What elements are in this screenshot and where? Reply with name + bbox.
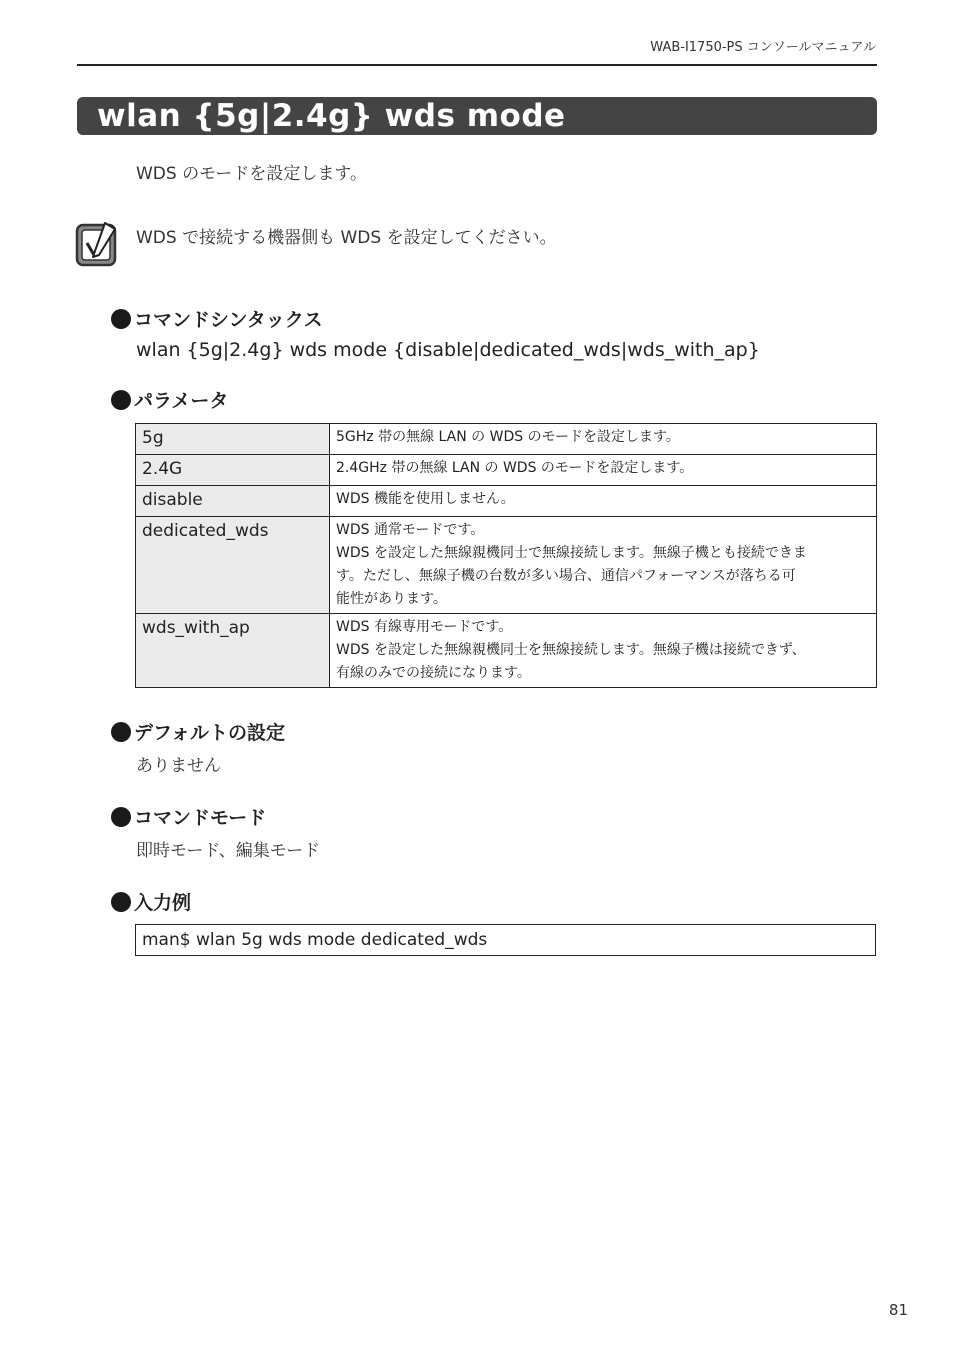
command-mode-heading <box>111 803 266 830</box>
bullet-icon <box>111 807 131 827</box>
command-syntax: wlan {5g|2.4g} wds mode {disable|dedicated_wds|wds_with_ap} <box>136 339 760 361</box>
param-name: dedicated_wds <box>136 517 330 614</box>
param-name: 5g <box>136 424 330 455</box>
example-code: man$ wlan 5g wds mode dedicated_wds <box>135 924 876 956</box>
bullet-icon <box>111 722 131 742</box>
param-desc <box>330 455 877 486</box>
param-desc <box>330 424 877 455</box>
page-title: wlan {5g|2.4g} wds mode <box>97 98 566 134</box>
desc-line: WDS 機能を使用しません。 <box>336 491 515 507</box>
table-row <box>136 486 877 517</box>
example-heading-label: 入力例 <box>134 892 192 914</box>
table-row <box>136 517 877 614</box>
param-name: wds_with_ap <box>136 614 330 688</box>
desc-line: 2.4GHz 帯の無線 LAN の WDS のモードを設定します。 <box>336 460 694 476</box>
default-value: ありません <box>136 756 221 776</box>
table-row <box>136 614 877 688</box>
default-heading-label: デフォルトの設定 <box>134 722 286 744</box>
table-row <box>136 455 877 486</box>
parameter-table <box>135 423 877 688</box>
param-desc <box>330 486 877 517</box>
example-heading <box>111 888 191 915</box>
param-name: 2.4G <box>136 455 330 486</box>
header-rule <box>77 64 877 66</box>
intro-text: WDS のモードを設定します。 <box>136 164 368 184</box>
syntax-heading <box>111 305 323 332</box>
desc-line: WDS を設定した無線親機同士で無線接続します。無線子機とも接続できま <box>336 545 807 561</box>
note-check-icon <box>75 219 119 267</box>
param-desc <box>330 614 877 688</box>
command-mode-heading-label: コマンドモード <box>134 807 267 829</box>
desc-line: 5GHz 帯の無線 LAN の WDS のモードを設定します。 <box>336 429 680 445</box>
parameters-heading-label: パラメータ <box>134 390 229 412</box>
note-text: WDS で接続する機器側も WDS を設定してください。 <box>136 228 557 248</box>
param-desc <box>330 517 877 614</box>
command-mode-value: 即時モード、編集モード <box>136 841 321 861</box>
desc-line: 有線のみでの接続になります。 <box>336 665 531 681</box>
desc-line: WDS を設定した無線親機同士を無線接続します。無線子機は接続できず、 <box>336 642 806 658</box>
bullet-icon <box>111 390 131 410</box>
param-name: disable <box>136 486 330 517</box>
bullet-icon <box>111 309 131 329</box>
desc-line: 能性があります。 <box>336 591 447 607</box>
desc-line: す。ただし、無線子機の台数が多い場合、通信パフォーマンスが落ちる可 <box>336 568 796 584</box>
table-row <box>136 424 877 455</box>
desc-line: WDS 通常モードです。 <box>336 522 485 538</box>
default-heading <box>111 718 285 745</box>
desc-line: WDS 有線専用モードです。 <box>336 619 513 635</box>
parameters-heading <box>111 386 228 413</box>
page-number: 81 <box>888 1301 908 1319</box>
bullet-icon <box>111 892 131 912</box>
title-bar <box>77 97 877 135</box>
running-header: WAB-I1750-PS コンソールマニュアル <box>650 40 876 55</box>
syntax-heading-label: コマンドシンタックス <box>134 309 323 331</box>
